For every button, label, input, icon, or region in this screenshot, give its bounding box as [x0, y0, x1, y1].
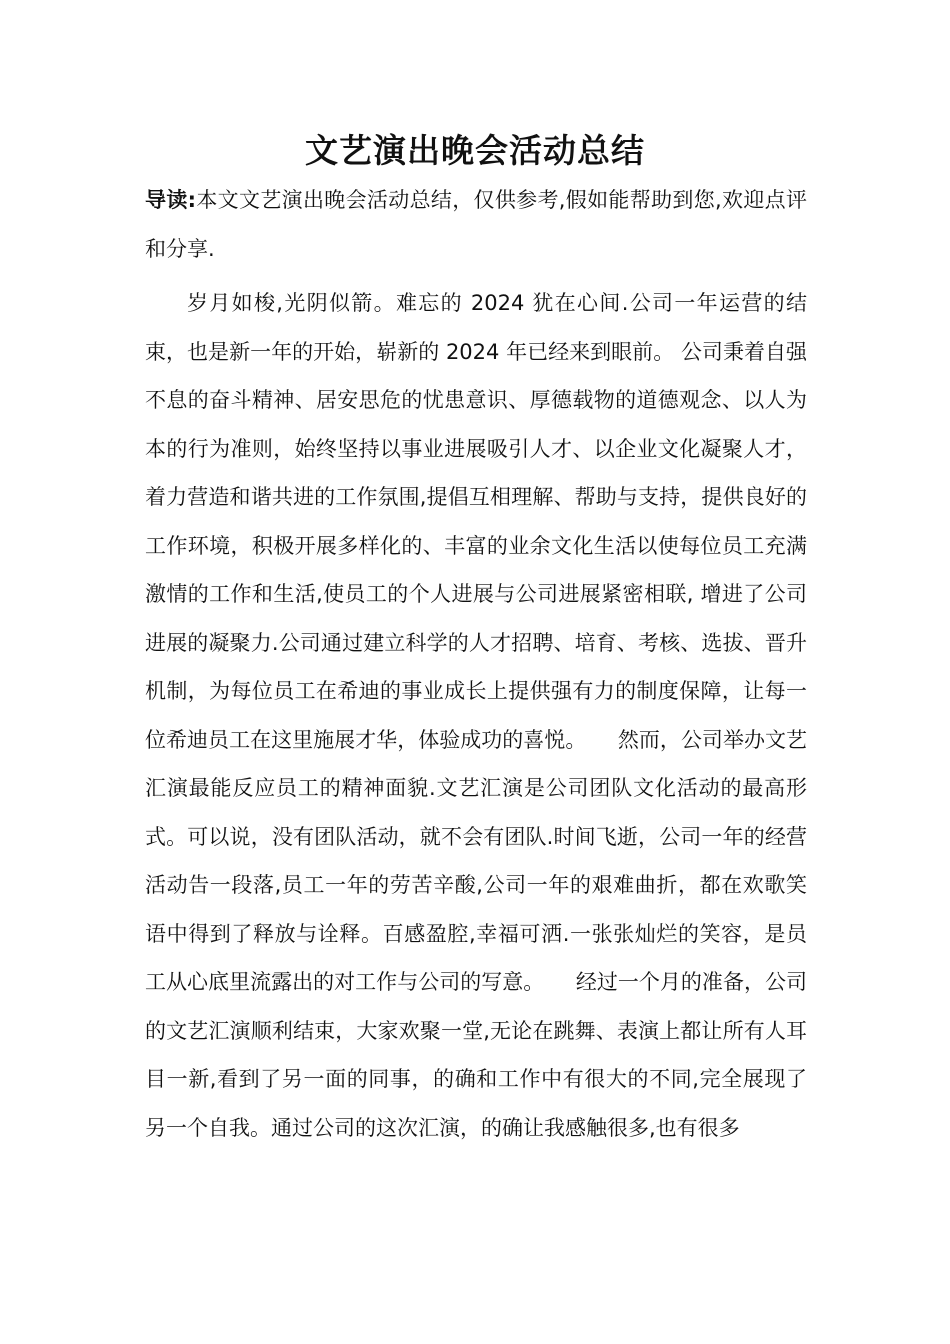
document-title: 文艺演出晚会活动总结	[305, 131, 645, 170]
intro-text: 本文文艺演出晚会活动总结，仅供参考,假如能帮助到您,欢迎点评和分享.	[145, 188, 807, 261]
document-body	[145, 176, 807, 1152]
intro-paragraph	[145, 176, 807, 273]
intro-label: 导读:	[145, 188, 197, 212]
body-paragraph: 岁月如梭,光阴似箭。难忘的 2024 犹在心间.公司一年运营的结束，也是新一年的开始，崭新的 2024 年已经来到眼前。 公司秉着自强不息的奋斗精神、居安思危的忧患意识、厚德载物的道德观念、以人为本的行为准则，始终坚持以事业进展吸引人才、以企业文化凝聚人才，着力营造和谐共进的工作氛围,提倡互相理解、帮助与支持，提供良好的工作环境，积极开展多样化的、丰富的业余文化生活以使每位员工充满激情的工作和生活,使员工的个人进展与公司进展紧密相联, 增进了公司进展的凝聚力.公司通过建立科学的人才招聘、培育、考核、选拔、晋升机制，为每位员工在希迪的事业成长上提供强有力的制度保障，让每一位希迪员工在这里施展才华，体验成功的喜悦。 然而，公司举办文艺汇演最能反应员工的精神面貌.文艺汇演是公司团队文化活动的最高形式。可以说，没有团队活动，就不会有团队.时间飞逝，公司一年的经营活动告一段落,员工一年的劳苦辛酸,公司一年的艰难曲折，都在欢歌笑语中得到了释放与诠释。百感盈腔,幸福可洒.一张张灿烂的笑容，是员工从心底里流露出的对工作与公司的写意。 经过一个月的准备，公司的文艺汇演顺利结束，大家欢聚一堂,无论在跳舞、表演上都让所有人耳目一新,看到了另一面的同事，的确和工作中有很大的不同,完全展现了另一个自我。通过公司的这次汇演，的确让我感触很多,也有很多	[145, 291, 807, 1140]
